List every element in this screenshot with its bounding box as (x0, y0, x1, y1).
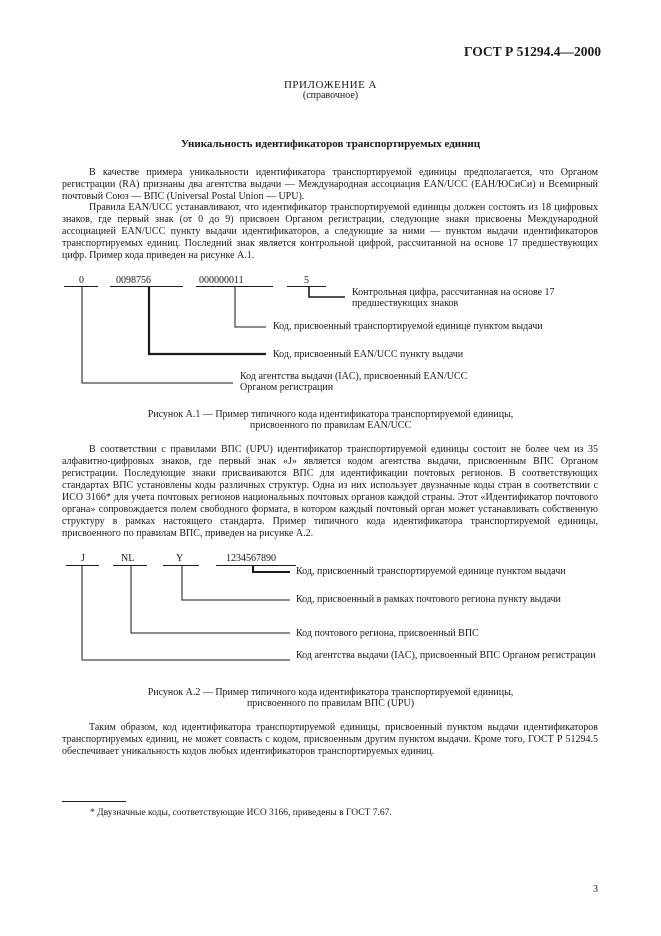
fig1-label-check-digit: Контрольная цифра, рассчитанная на основе 17 предшествующих знаков (352, 287, 555, 309)
fig1-connector-unit (235, 287, 266, 327)
document-id: ГОСТ Р 51294.4—2000 (463, 44, 601, 59)
fig2-segment-iac: J (81, 553, 85, 564)
page-number: 3 (593, 884, 598, 895)
fig1-segment-ean: 0098756 (116, 275, 151, 286)
fig2-label-iac: Код агентства выдачи (IAC), присвоенный ВПС Органом регистрации (296, 650, 596, 661)
fig1-segment-serial: 000000011 (199, 275, 244, 286)
fig1-connector-iac (82, 287, 233, 383)
fig1-caption-line2: присвоенного по правилам EAN/UCC (249, 420, 412, 431)
fig2-label-unit-code: Код, присвоенный транспортируемой единице пунктом выдачи (296, 566, 566, 577)
fig2-label-point-code: Код, присвоенный в рамках почтового региона пункту выдачи (296, 594, 561, 605)
fig2-segment-unit: 1234567890 (226, 553, 276, 564)
fig1-caption-line1: Рисунок А.1 — Пример типичного кода идентификатора транспортируемой единицы, (147, 409, 514, 420)
fig2-connector-unit (253, 566, 290, 572)
paragraph-conclusion: Таким образом, код идентификатора транспортируемой единицы, присвоенный пунктом выдачи идентификаторов транспортируемых единиц, не может совпасть с кодом, присвоенным другим пунктом выдачи. Кроме того, ГОСТ Р 51294.5 обеспечивает уникальность кодов любых идентификаторов транспортируемых единиц. (62, 722, 598, 757)
fig2-connector-iac (82, 566, 290, 660)
fig1-connector-ean (149, 287, 266, 354)
appendix-subtitle: (справочное) (302, 90, 359, 101)
fig2-segment-region: NL (121, 553, 135, 564)
footnote: * Двузначные коды, соответствующие ИСО 3166, приведены в ГОСТ 7.67. (90, 808, 392, 818)
fig2-label-region-code: Код почтового региона, присвоенный ВПС (296, 628, 479, 639)
fig1-label-unit-code: Код, присвоенный транспортируемой единице пунктом выдачи (273, 321, 543, 332)
paragraph-ean-rules: Правила EAN/UCC устанавливают, что идентификатор транспортируемой единицы должен состоять из 18 цифровых знаков, где первый знак (от 0 до 9) присвоен Органом регистрации, следующие знаки присвоены Международной ассоциацией EAN/UCC пункту выдачи идентификаторов, а следующие за ними — пунктом выдачи идентификаторов транспортируемых единиц. Последний знак является контрольной цифрой, рассчитанной на основе 17 предшествующих цифр. Пример кода приведен на рисунке А.1. (62, 202, 598, 261)
fig1-connector-check (309, 287, 345, 297)
fig1-label-ean-code: Код, присвоенный EAN/UCC пункту выдачи (273, 349, 464, 360)
fig2-segment-point: Y (176, 553, 184, 564)
fig1-label-iac: Код агентства выдачи (IAC), присвоенный EAN/UCC Органом регистрации (240, 371, 468, 393)
fig2-caption-line2: присвоенного по правилам ВПС (UPU) (246, 698, 415, 709)
fig2-caption-line1: Рисунок А.2 — Пример типичного кода идентификатора транспортируемой единицы, (147, 687, 514, 698)
paragraph-intro: В качестве примера уникальности идентификатора транспортируемой единицы предполагается, что Органом регистрации (RA) признаны два агентства выдачи — Международная ассоциация EAN/UCC (ЕАН/ЮСиСи) и Всемирный почтовый Союз — ВПС (Universal Postal Union — UPU). (62, 167, 598, 202)
section-title: Уникальность идентификаторов транспортируемых единиц (180, 138, 481, 150)
paragraph-upu-rules: В соответствии с правилами ВПС (UPU) идентификатор транспортируемой единицы состоит не более чем из 35 алфавитно-цифровых знаков, где первый знак «J» является кодом агентства выдачи, присвоенным ВПС Органом регистрации. Последующие знаки присваиваются ВПС для идентификации почтовых регионов. В соответствующих стандартах ВПС установлены коды различных структур. Одна из них использует двузначные коды стран в соответствии с ИСО 3166* для учета почтовых регионов национальных почтовых органов каждой страны. Этот «Идентификатор почтового органа» сопровождается полем свободного формата, в котором каждый почтовый орган может устанавливать собственную структуру в рамках настоящего стандарта. Пример типичного кода идентификатора транспортируемой единицы, присвоенного по правилам ВПС, приведен на рисунке А.2. (62, 444, 598, 539)
fig1-segment-check: 5 (304, 275, 309, 286)
appendix-title: ПРИЛОЖЕНИЕ А (283, 79, 377, 91)
fig1-segment-ra: 0 (79, 275, 84, 286)
